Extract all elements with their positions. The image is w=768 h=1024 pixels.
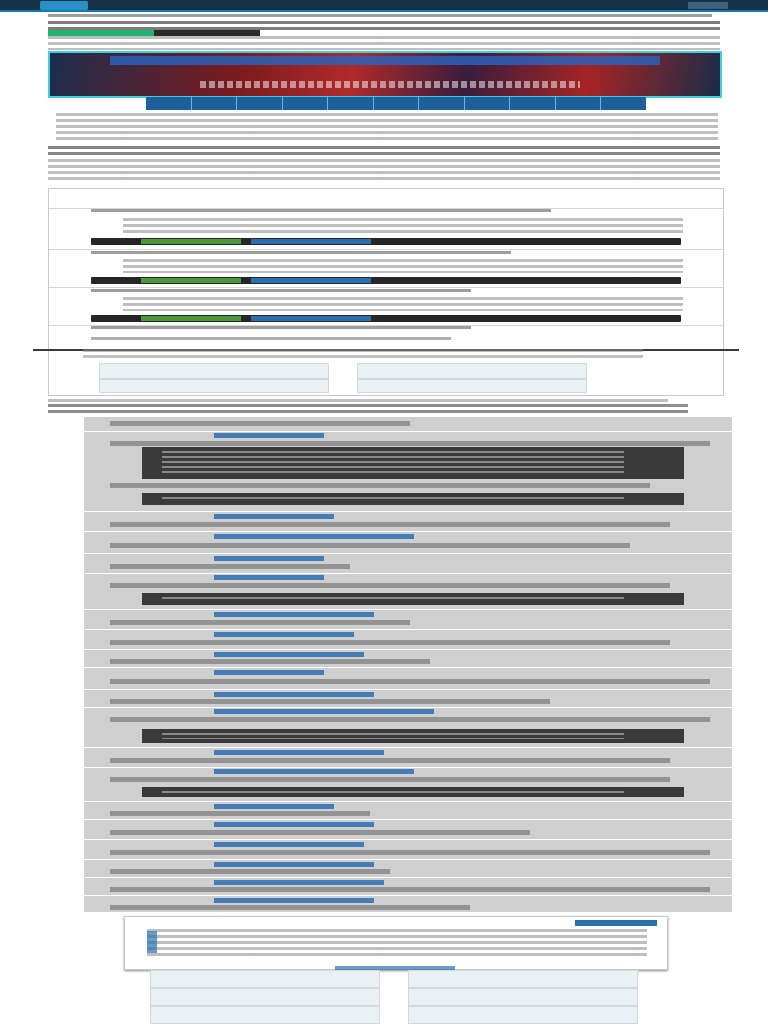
top-navbar xyxy=(0,0,768,12)
faq-question-link[interactable] xyxy=(214,632,354,637)
nav-item[interactable] xyxy=(328,97,374,110)
faq-item xyxy=(84,859,732,878)
faq-item xyxy=(84,531,732,554)
faq-answer xyxy=(110,483,650,488)
code-block xyxy=(142,593,684,605)
table-cell xyxy=(408,988,638,1006)
version-description xyxy=(123,218,683,236)
faq-item xyxy=(84,895,732,912)
faq-answer xyxy=(110,811,370,816)
version-label xyxy=(91,326,471,332)
faq-answer xyxy=(110,620,410,625)
faq-item xyxy=(84,667,732,690)
faq-answer xyxy=(110,583,670,588)
faq-answer xyxy=(110,905,470,910)
faq-item xyxy=(84,707,732,748)
faq-question-link[interactable] xyxy=(214,880,384,885)
faq-item xyxy=(84,819,732,840)
faq-item xyxy=(84,417,732,432)
info-cell xyxy=(357,363,587,379)
faq-item xyxy=(84,689,732,708)
faq-question-link[interactable] xyxy=(214,898,374,903)
faq-answer xyxy=(110,850,710,855)
nav-item[interactable] xyxy=(510,97,556,110)
nav-item[interactable] xyxy=(374,97,420,110)
faq-item xyxy=(84,511,732,532)
row-divider xyxy=(49,249,723,250)
faq-answer xyxy=(110,421,410,426)
card-header-link[interactable] xyxy=(575,920,657,926)
nav-item[interactable] xyxy=(601,97,646,110)
post-meta-text xyxy=(48,36,720,50)
table-cell xyxy=(408,970,638,988)
category-nav-strip xyxy=(146,97,646,110)
card-text xyxy=(147,929,647,957)
version-label xyxy=(91,209,551,215)
download-footer-text[interactable] xyxy=(83,349,643,361)
faq-item xyxy=(84,649,732,668)
table-cell xyxy=(150,988,380,1006)
faq-question-link[interactable] xyxy=(214,652,364,657)
faq-answer xyxy=(110,640,670,645)
faq-question-link[interactable] xyxy=(214,670,324,675)
faq-answer xyxy=(110,830,530,835)
faq-item xyxy=(84,747,732,768)
table-cell xyxy=(408,1006,638,1024)
faq-heading xyxy=(48,404,688,416)
faq-question-link[interactable] xyxy=(214,842,364,847)
faq-answer xyxy=(110,699,550,704)
download-box xyxy=(48,188,724,396)
faq-answer xyxy=(110,758,670,763)
faq-answer xyxy=(110,887,710,892)
nav-item[interactable] xyxy=(237,97,283,110)
nav-item[interactable] xyxy=(192,97,238,110)
download-link-bar[interactable] xyxy=(91,277,681,284)
code-block xyxy=(142,493,684,505)
nav-item[interactable] xyxy=(419,97,465,110)
faq-question-link[interactable] xyxy=(214,804,334,809)
intro-paragraph-2 xyxy=(48,159,720,183)
faq-question-link[interactable] xyxy=(214,514,334,519)
table-cell xyxy=(150,970,380,988)
faq-item xyxy=(84,629,732,650)
version-description xyxy=(123,259,683,273)
card-bullet xyxy=(147,931,157,953)
faq-answer xyxy=(110,564,350,569)
faq-answer xyxy=(110,659,430,664)
faq-answer xyxy=(110,869,390,874)
banner-caption xyxy=(110,56,660,65)
faq-question-link[interactable] xyxy=(214,862,374,867)
faq-item xyxy=(84,573,732,610)
nav-item[interactable] xyxy=(556,97,602,110)
banner-subtitle xyxy=(200,81,580,88)
faq-answer xyxy=(110,679,710,684)
row-divider xyxy=(49,287,723,288)
site-logo[interactable] xyxy=(40,1,88,10)
info-cell xyxy=(357,379,587,393)
faq-answer xyxy=(110,522,670,527)
info-cell xyxy=(99,379,329,393)
info-cell xyxy=(99,363,329,379)
website-line xyxy=(91,337,451,343)
faq-question-link[interactable] xyxy=(214,433,324,438)
faq-item xyxy=(84,877,732,896)
code-block xyxy=(142,729,684,743)
bottom-table xyxy=(150,970,638,1024)
faq-question-link[interactable] xyxy=(214,556,324,561)
code-block xyxy=(142,447,684,479)
intro-paragraph xyxy=(56,113,718,143)
faq-answer xyxy=(110,543,630,548)
faq-item xyxy=(84,839,732,860)
faq-list xyxy=(84,417,732,912)
download-link-bar[interactable] xyxy=(91,315,681,322)
faq-item xyxy=(84,431,732,512)
faq-question-link[interactable] xyxy=(214,822,374,827)
faq-question-link[interactable] xyxy=(214,750,384,755)
version-label xyxy=(91,289,471,295)
table-cell xyxy=(150,1006,380,1024)
nav-item[interactable] xyxy=(465,97,511,110)
hero-banner-image xyxy=(48,51,722,98)
download-link-bar[interactable] xyxy=(91,238,681,245)
faq-question-link[interactable] xyxy=(214,769,414,774)
breadcrumb-text-block xyxy=(48,14,712,20)
faq-answer xyxy=(110,717,710,722)
faq-question-link[interactable] xyxy=(214,575,324,580)
version-description xyxy=(123,297,683,311)
faq-item xyxy=(84,609,732,630)
faq-answer xyxy=(110,777,670,782)
related-post-card xyxy=(124,916,668,970)
code-block xyxy=(142,787,684,797)
faq-item xyxy=(84,553,732,574)
faq-answer xyxy=(110,441,710,446)
top-navbar-link[interactable] xyxy=(688,2,728,9)
faq-question-link[interactable] xyxy=(214,709,434,714)
faq-question-link[interactable] xyxy=(214,534,414,539)
faq-item xyxy=(84,767,732,802)
nav-item[interactable] xyxy=(146,97,192,110)
version-label xyxy=(91,251,511,257)
faq-question-link[interactable] xyxy=(214,612,374,617)
nav-item[interactable] xyxy=(283,97,329,110)
faq-item xyxy=(84,801,732,820)
intro-heading xyxy=(48,146,720,158)
faq-question-link[interactable] xyxy=(214,692,374,697)
